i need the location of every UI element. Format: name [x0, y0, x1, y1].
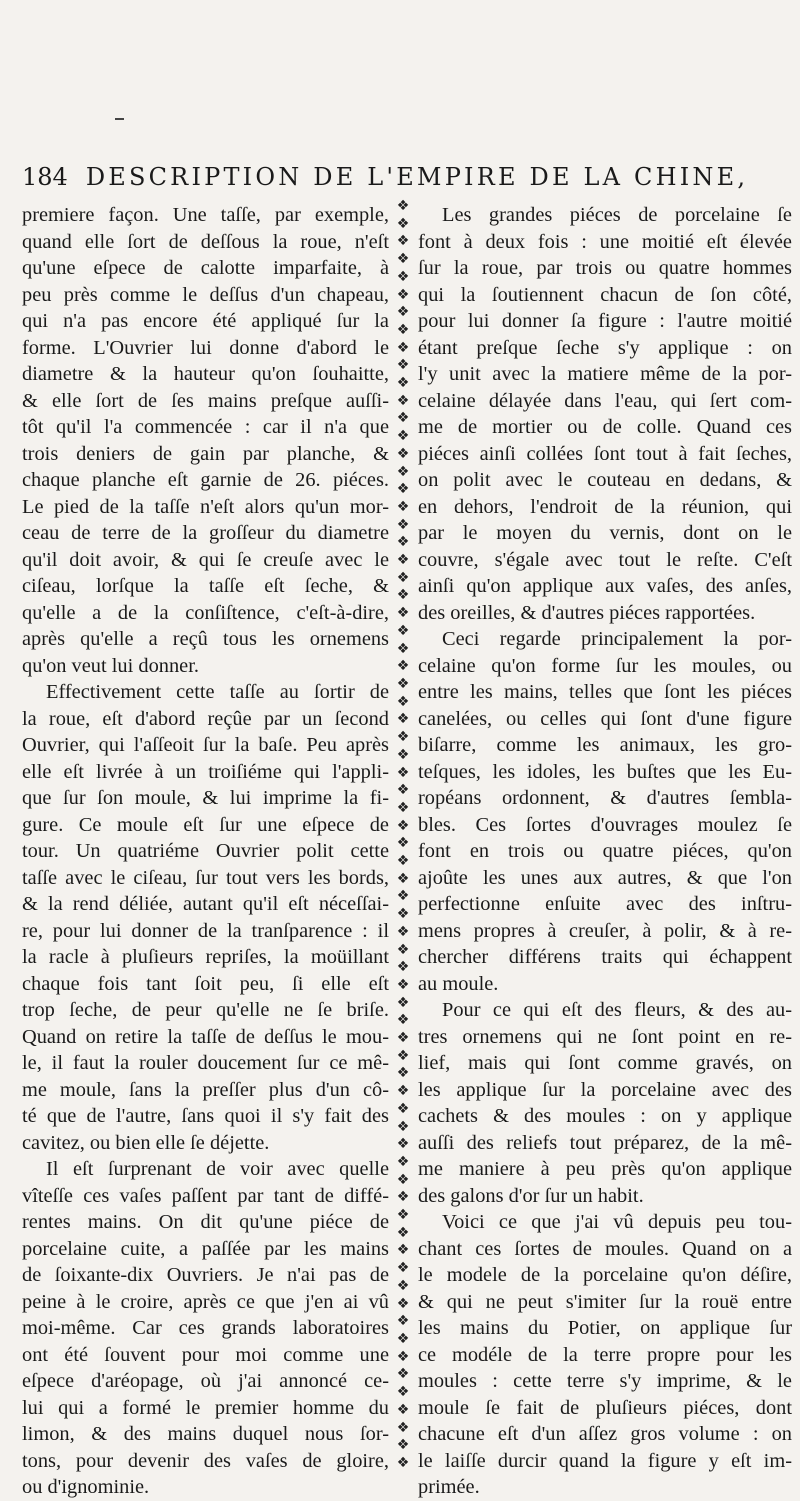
text-line: que ſur ſon moule, & lui imprime la fi- — [22, 787, 389, 809]
text-line: quand elle ſort de deſſous la roue, n'eſt — [22, 230, 389, 253]
text-line: le, il faut la rouler doucement ſur ce mê- — [22, 1052, 389, 1074]
text-line: premiere façon. Une taſſe, par exemple, — [22, 204, 389, 226]
text-line: qui la ſoutiennent chacun de ſon côté, — [418, 283, 792, 306]
text-line: me de mortier ou de colle. Quand ces — [418, 416, 792, 438]
text-line: gure. Ce moule eſt ſur une eſpece de — [22, 813, 389, 836]
text-line: entre les mains, telles que ſont les piéces — [418, 681, 792, 703]
text-line: Ceci regarde principalement la por- — [442, 628, 792, 650]
text-line: diametre & la hauteur qu'on ſouhaitte, — [22, 363, 389, 385]
text-line: ce modéle de la terre propre pour les — [418, 1343, 792, 1366]
text-line: cavitez, ou bien elle ſe déjette. — [22, 1131, 270, 1154]
text-line: vîteſſe ces vaſes paſſent par tant de diffé- — [22, 1184, 389, 1207]
text-line: le laiſſe durcir quand la figure y eſt im- — [418, 1449, 792, 1472]
text-line: qu'elle a de la conſiſtence, c'eſt-à-dire, — [22, 601, 389, 624]
text-line: trois deniers de gain par planche, & — [22, 442, 389, 465]
text-line: moi-même. Car ces grands laboratoires — [22, 1317, 389, 1339]
text-line: ciſeau, lorſque la taſſe eſt ſeche, & — [22, 575, 389, 597]
text-line: lui qui a formé le premier homme du — [22, 1396, 389, 1419]
text-line: elle eſt livrée à un troiſiéme qui l'appli- — [22, 760, 389, 783]
text-line: forme. L'Ouvrier lui donne d'abord le — [22, 336, 389, 359]
text-line: teſques, les idoles, les buſtes que les Eu- — [418, 760, 792, 783]
text-line: lief, mais qui ſont comme gravés, on — [418, 1052, 792, 1074]
page-number: 184 — [22, 163, 68, 191]
text-line: eſpece d'aréopage, où j'ai annoncé ce- — [22, 1370, 389, 1392]
text-line: ainſi qu'on applique aux vaſes, des anſes, — [418, 575, 792, 597]
text-line: ont été ſouvent pour moi comme une — [22, 1343, 389, 1366]
text-line: celaine qu'on forme ſur les moules, ou — [418, 654, 792, 677]
text-line: tres ornemens qui ne ſont point en re- — [418, 1025, 792, 1048]
running-header — [22, 163, 792, 191]
text-line: cachets & des moules : on y applique — [418, 1105, 792, 1127]
text-line: couvre, s'égale avec tout le reſte. C'eſt — [418, 548, 792, 571]
text-line: me maniere à peu près qu'on applique — [418, 1158, 792, 1180]
text-line: tons, pour devenir des vaſes de gloire, — [22, 1449, 389, 1472]
text-line: qu'il doit avoir, & qui ſe creuſe avec le — [22, 548, 389, 571]
text-line: de ſoixante-dix Ouvriers. Je n'ai pas de — [22, 1264, 389, 1286]
text-line: Effectivement cette taſſe au ſortir de — [46, 681, 389, 703]
text-line: font en trois ou quatre piéces, qu'on — [418, 840, 792, 862]
text-line: chacune eſt d'un aſſez gros volume : on — [418, 1423, 792, 1445]
text-line: tôt qu'il l'a commencée : car il n'a que — [22, 416, 389, 438]
text-line: après qu'elle a reçû tous les ornemens — [22, 628, 389, 650]
text-line: la racle à pluſieurs repriſes, la moüillant — [22, 946, 389, 968]
text-line: Quand on retire la taſſe de deſſus le mou- — [22, 1025, 389, 1048]
text-line: peu près comme le deſſus d'un chapeau, — [22, 283, 389, 306]
text-line: & la rend déliée, autant qu'il eſt néceſſai- — [22, 893, 389, 915]
text-line: ceau de terre de la groſſeur du diametre — [22, 522, 389, 544]
text-line: par le moyen du vernis, dont on le — [418, 522, 792, 544]
text-line: rentes mains. On dit qu'une piéce de — [22, 1211, 389, 1233]
text-line: me moule, ſans la preſſer plus d'un cô- — [22, 1078, 389, 1101]
text-line: pour lui donner ſa figure : l'autre moitié — [418, 310, 792, 332]
text-line: celaine délayée dans l'eau, qui ſert com- — [418, 389, 792, 412]
left-column — [22, 202, 389, 1501]
text-line: Il eſt ſurprenant de voir avec quelle — [46, 1158, 389, 1180]
ornament-icon: ❖ ❖ ❖ ❖ ❖ ❖ ❖ ❖ ❖ ❖ ❖ ❖ ❖ ❖ ❖ ❖ ❖ ❖ ❖ ❖ ❖ ❖ ❖ ❖ ❖ ❖ ❖ ❖ ❖ ❖ ❖ ❖ ❖ ❖ ❖ ❖ ❖ ❖ ❖ ❖ ❖ ❖ ❖ ❖ ❖ ❖ ❖ ❖ ❖ ❖ ❖ ❖ ❖ ❖ ❖ ❖ ❖ ❖ ❖ ❖ ❖ ❖ ❖ ❖ ❖ ❖ ❖ ❖ ❖ ❖ ❖ ❖ — [396, 198, 410, 1471]
text-line: ſur la roue, par trois ou quatre hommes — [418, 257, 792, 279]
text-line: perfectionne enſuite avec des inſtru- — [418, 893, 792, 915]
text-line: Voici ce que j'ai vû depuis peu tou- — [442, 1211, 792, 1233]
text-line: canelées, ou celles qui ſont d'une figure — [418, 707, 792, 730]
text-line: taſſe avec le ciſeau, ſur tout vers les bords, — [22, 866, 389, 889]
text-line: étant preſque ſeche s'y applique : on — [418, 336, 792, 359]
text-line: le modele de la porcelaine qu'on déſire, — [418, 1264, 792, 1286]
text-line: des oreilles, & d'autres piéces rapportées. — [418, 601, 756, 624]
text-line: en dehors, l'endroit de la réunion, qui — [418, 495, 792, 518]
right-column — [418, 202, 792, 1501]
text-line: Le pied de la taſſe n'eſt alors qu'un mor- — [22, 495, 389, 518]
text-line: l'y unit avec la matiere même de la por- — [418, 363, 792, 385]
text-line: moules : cette terre s'y imprime, & le — [418, 1370, 792, 1392]
text-line: piéces ainſi collées ſont tout à fait ſeches, — [418, 442, 792, 465]
text-line: tour. Un quatriéme Ouvrier polit cette — [22, 840, 389, 862]
text-line: on polit avec le couteau en dedans, & — [418, 469, 792, 491]
text-line: au moule. — [418, 972, 499, 995]
text-line: des galons d'or ſur un habit. — [418, 1184, 644, 1207]
text-line: & qui ne peut s'imiter ſur la rouë entre — [418, 1290, 792, 1313]
text-line: font à deux fois : une moitié eſt élevée — [418, 230, 792, 253]
text-line: porcelaine cuite, a paſſée par les mains — [22, 1237, 389, 1260]
text-line: auſſi des reliefs tout préparez, de la mê- — [418, 1131, 792, 1154]
text-line: ropéans ordonnent, & d'autres ſembla- — [418, 787, 792, 809]
text-line: Pour ce qui eſt des fleurs, & des au- — [442, 999, 792, 1021]
column-divider-ornament — [393, 198, 413, 1471]
text-line: trop ſeche, de peur qu'elle ne ſe briſe. — [22, 999, 389, 1021]
text-line: chercher différens traits qui échappent — [418, 946, 792, 968]
text-line: limon, & des mains duquel nous ſor- — [22, 1423, 389, 1445]
text-line: primée. — [418, 1476, 480, 1498]
text-line: chaque fois tant ſoit peu, ſi elle eſt — [22, 972, 389, 995]
text-line: chant ces ſortes de moules. Quand on a — [418, 1237, 792, 1260]
text-line: ajoûte les unes aux autres, & que l'on — [418, 866, 792, 889]
text-line: peine à le croire, après ce que j'en ai vû — [22, 1290, 389, 1313]
text-line: ou d'ignominie. — [22, 1476, 150, 1498]
text-line: qui n'a pas encore été appliqué ſur la — [22, 310, 389, 332]
text-line: qu'on veut lui donner. — [22, 654, 199, 677]
text-line: chaque planche eſt garnie de 26. piéces. — [22, 469, 389, 491]
page-title: DESCRIPTION DE L'EMPIRE DE LA CHINE, — [85, 163, 749, 191]
text-line: qu'une eſpece de calotte imparfaite, à — [22, 257, 389, 279]
text-line: biſarre, comme les animaux, les gro- — [418, 734, 792, 756]
text-line: Les grandes piéces de porcelaine ſe — [442, 204, 792, 226]
text-line: mens propres à creuſer, à polir, & à re- — [418, 919, 792, 942]
text-line: les mains du Potier, on applique ſur — [418, 1317, 792, 1339]
text-line: té que de l'autre, ſans quoi il s'y fait des — [22, 1105, 389, 1127]
text-line: re, pour lui donner de la tranſparence : il — [22, 919, 389, 942]
text-line: Ouvrier, qui l'aſſeoit ſur la baſe. Peu après — [22, 734, 389, 756]
text-line: les applique ſur la porcelaine avec des — [418, 1078, 792, 1101]
text-line: bles. Ces ſortes d'ouvrages moulez ſe — [418, 813, 792, 836]
page-mark — [115, 118, 124, 120]
text-line: & elle ſort de ſes mains preſque auſſi- — [22, 389, 389, 412]
text-line: la roue, eſt d'abord reçûe par un ſecond — [22, 707, 389, 730]
text-line: moule ſe fait de pluſieurs piéces, dont — [418, 1396, 792, 1419]
